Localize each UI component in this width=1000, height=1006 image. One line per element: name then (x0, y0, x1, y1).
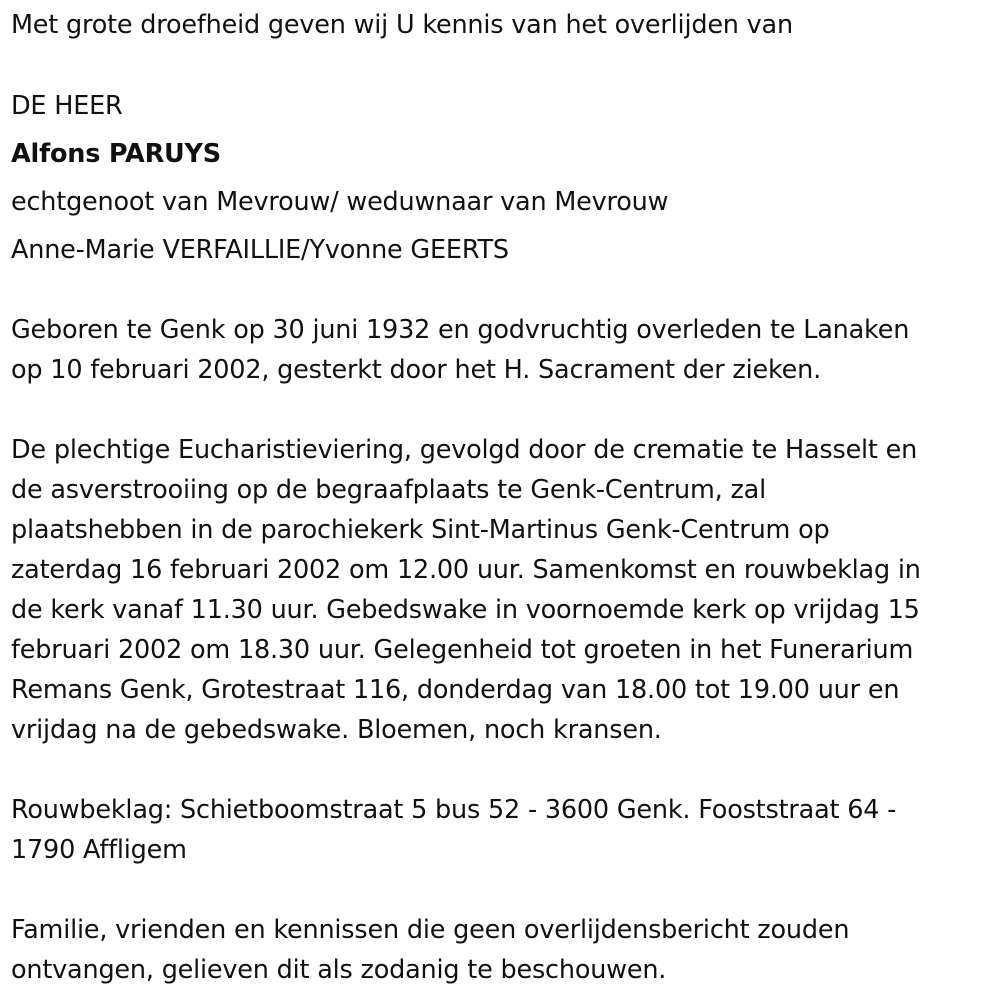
ceremony-line: de asverstrooiing op de begraafplaats te Genk-Centrum, zal (11, 475, 766, 505)
condolences-line: Rouwbeklag: Schietboomstraat 5 bus 52 - 3600 Genk. Fooststraat 64 - (11, 795, 897, 825)
closing-paragraph (11, 910, 986, 990)
ceremony-paragraph (11, 430, 986, 750)
ceremony-line: De plechtige Eucharistieviering, gevolgd door de crematie te Hasselt en (11, 435, 918, 465)
intro-text: Met grote droefheid geven wij U kennis van het overlijden van (11, 10, 793, 40)
closing-line: Familie, vrienden en kennissen die geen overlijdensbericht zouden (11, 915, 850, 945)
condolences-line: 1790 Affligem (11, 835, 187, 865)
condolences-paragraph (11, 790, 986, 870)
ceremony-line: februari 2002 om 18.30 uur. Gelegenheid tot groeten in het Funerarium (11, 635, 914, 665)
birth-death-line: op 10 februari 2002, gesterkt door het H. Sacrament der zieken. (11, 355, 821, 385)
ceremony-line: plaatshebben in de parochiekerk Sint-Martinus Genk-Centrum op (11, 515, 830, 545)
ceremony-line: vrijdag na de gebedswake. Bloemen, noch kransen. (11, 715, 662, 745)
spouse-names: Anne-Marie VERFAILLIE/Yvonne GEERTS (11, 235, 509, 265)
ceremony-line: de kerk vanaf 11.30 uur. Gebedswake in voornoemde kerk op vrijdag 15 (11, 595, 920, 625)
relation-text: echtgenoot van Mevrouw/ weduwnaar van Mevrouw (11, 187, 669, 217)
ceremony-line: zaterdag 16 februari 2002 om 12.00 uur. Samenkomst en rouwbeklag in (11, 555, 921, 585)
birth-death-paragraph (11, 310, 986, 390)
salutation: DE HEER (11, 91, 123, 121)
closing-line: ontvangen, gelieven dit als zodanig te beschouwen. (11, 955, 667, 985)
birth-death-line: Geboren te Genk op 30 juni 1932 en godvruchtig overleden te Lanaken (11, 315, 910, 345)
deceased-name: Alfons PARUYS (11, 139, 221, 169)
ceremony-line: Remans Genk, Grotestraat 116, donderdag van 18.00 tot 19.00 uur en (11, 675, 900, 705)
